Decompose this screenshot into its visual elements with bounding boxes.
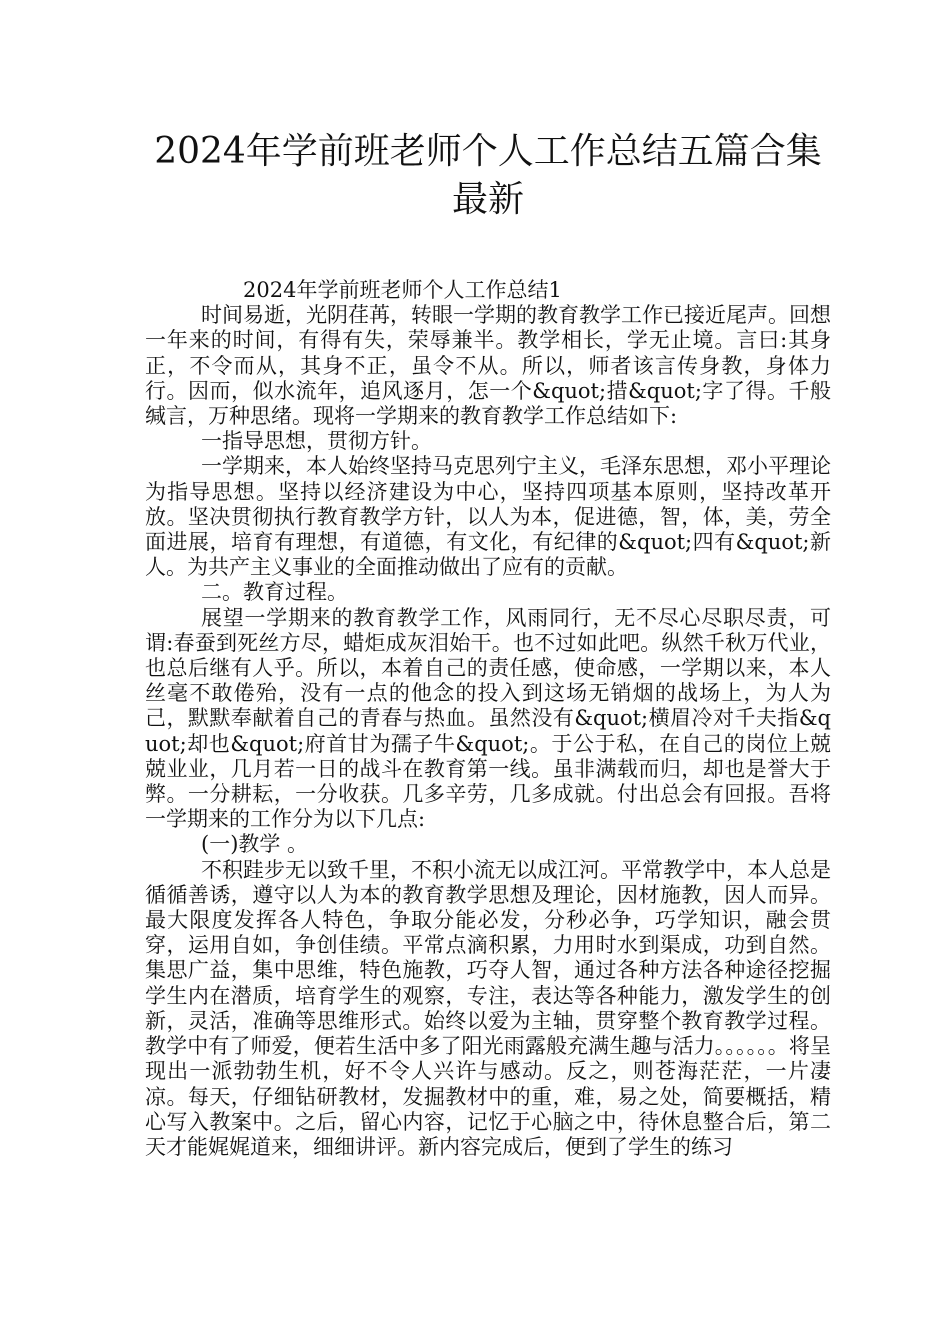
- title-line-1: 2024年学前班老师个人工作总结五篇合集: [154, 131, 822, 172]
- paragraph-teaching: 不积跬步无以致千里，不积小流无以成江河。平常教学中，本人总是循循善诱，遵守以人为本的教育教学思想及理论，因材施教，因人而异。最大限度发挥各人特色，争取分能必发，分秒必争，巧学知识，融会贯穿，运用自如，争创佳绩。平常点滴积累，力用时水到渠成，功到自然。集思广益，集中思维，特色施教，巧夺人智，通过各种方法各种途径挖掘学生内在潜质，培育学生的观察，专注，表达等各种能力，激发学生的创新，灵活，准确等思维形式。始终以爱为主轴，贯穿整个教育教学过程。教学中有了师爱，便若生活中多了阳光雨露般充满生趣与活力。。。。。。将呈现出一派勃勃生机，好不令人兴许与感动。反之，则苍海茫茫，一片凄凉。每天，仔细钻研教材，发掘教材中的重，难，易之处，简要概括，精心写入教案中。之后，留心内容，记忆于心脑之中，待休息整合后，第二天才能娓娓道来，细细讲评。新内容完成后，便到了学生的练习: [145, 857, 831, 1159]
- document-page: [145, 128, 831, 1160]
- paragraph-guiding-thought: 一学期来，本人始终坚持马克思列宁主义，毛泽东思想，邓小平理论为指导思想。坚持以经济建设为中心，坚持四项基本原则，坚持改革开放。坚决贯彻执行教育教学方针，以人为本，促进德，智，体，美，劳全面进展，培育有理想，有道德，有文化，有纪律的&quot;四有&quot;新人。为共产主义事业的全面推动做出了应有的贡献。: [145, 454, 831, 580]
- paragraph-heading-education-process: 二。教育过程。: [201, 580, 348, 605]
- paragraph-heading-guiding-thought: 一指导思想，贯彻方针。: [201, 429, 432, 454]
- paragraph-education-process: 展望一学期来的教育教学工作，风雨同行，无不尽心尽职尽责，可谓:春蚕到死丝方尽，蜡炬成灰泪始干。也不过如此吧。纵然千秋万代业，也总后继有人乎。所以，本着自己的责任感，使命感，一学期以来，本人丝毫不敢倦殆，没有一点的他念的投入到这场无销烟的战场上，为人为己，默默奉献着自己的青春与热血。虽然没有&quot;横眉冷对千夫指&quot;却也&quot;府首甘为孺子牛&quot;。于公于私，在自己的岗位上兢兢业业，几月若一日的战斗在教育第一线。虽非满载而归，却也是誉大于弊。一分耕耘，一分收获。几多辛劳，几多成就。付出总会有回报。吾将一学期来的工作分为以下几点:: [145, 605, 831, 832]
- section-title: 2024年学前班老师个人工作总结1: [243, 278, 562, 302]
- title-line-2: 最新: [451, 179, 524, 220]
- document-body: [145, 278, 831, 1160]
- document-title: [145, 128, 831, 224]
- paragraph-intro: 时间易逝，光阴荏苒，转眼一学期的教育教学工作已接近尾声。回想一年来的时间，有得有失，荣辱兼半。教学相长，学无止境。言曰:其身正，不令而从，其身不正，虽令不从。所以，师者该言传身教，身体力行。因而，似水流年，追风逐月，怎一个&quot;措&quot;字了得。千般缄言，万种思绪。现将一学期来的教育教学工作总结如下:: [145, 303, 831, 429]
- paragraph-heading-teaching: (一)教学 。: [201, 832, 309, 857]
